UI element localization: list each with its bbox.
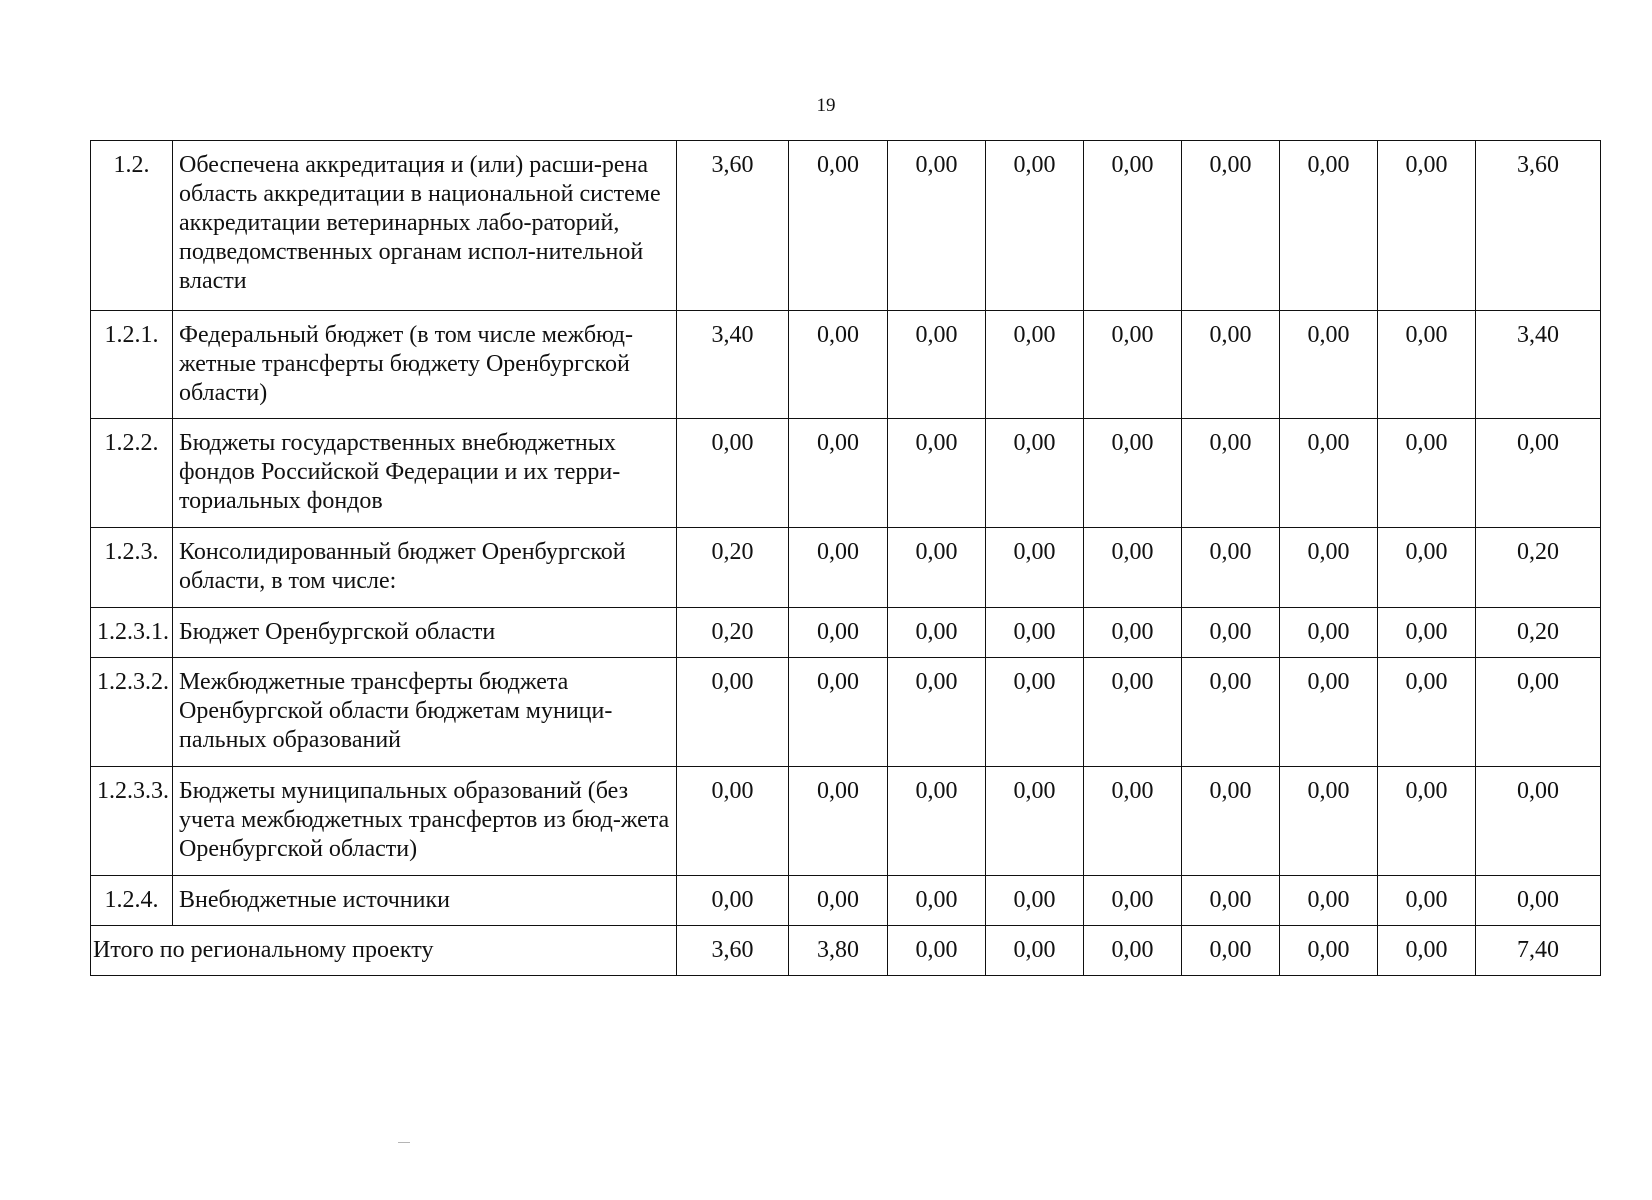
row-value: 0,20 — [1476, 608, 1601, 658]
row-label: Бюджеты государственных внебюджетных фондов Российской Федерации и их терри-ториальных фондов — [173, 419, 677, 528]
row-label: Бюджеты муниципальных образований (без учета межбюджетных трансфертов из бюд-жета Оренбургской области) — [173, 767, 677, 876]
row-value: 0,20 — [677, 608, 789, 658]
row-value: 0,00 — [1280, 311, 1378, 419]
row-value: 0,00 — [1476, 767, 1601, 876]
row-value: 0,00 — [1182, 311, 1280, 419]
row-value: 0,00 — [986, 876, 1084, 926]
row-value: 0,00 — [789, 608, 888, 658]
total-value: 0,00 — [1378, 926, 1476, 976]
row-value: 0,00 — [1280, 528, 1378, 608]
row-value: 0,00 — [1280, 658, 1378, 767]
row-label: Межбюджетные трансферты бюджета Оренбургской области бюджетам муници-пальных образований — [173, 658, 677, 767]
table-row — [91, 528, 1601, 608]
row-value: 0,00 — [1378, 658, 1476, 767]
row-value: 0,00 — [789, 876, 888, 926]
row-value: 0,00 — [1182, 658, 1280, 767]
table-row — [91, 658, 1601, 767]
total-label: Итого по региональному проекту — [91, 926, 677, 976]
row-value: 0,00 — [888, 419, 986, 528]
row-value: 0,00 — [1378, 419, 1476, 528]
row-value: 0,00 — [888, 767, 986, 876]
row-value: 0,00 — [1182, 419, 1280, 528]
row-value: 0,00 — [1378, 141, 1476, 311]
scan-artifact — [398, 1142, 410, 1143]
row-value: 0,00 — [677, 767, 789, 876]
row-value: 0,20 — [677, 528, 789, 608]
row-value: 0,00 — [1476, 658, 1601, 767]
row-value: 0,00 — [986, 528, 1084, 608]
total-value: 3,80 — [789, 926, 888, 976]
row-value: 0,00 — [1378, 311, 1476, 419]
row-value: 0,00 — [1084, 141, 1182, 311]
total-row — [91, 926, 1601, 976]
row-value: 0,00 — [888, 608, 986, 658]
row-value: 0,00 — [1280, 876, 1378, 926]
row-value: 0,00 — [1280, 608, 1378, 658]
row-value: 0,00 — [1280, 141, 1378, 311]
row-value: 0,00 — [789, 141, 888, 311]
total-value: 3,60 — [677, 926, 789, 976]
row-value: 0,00 — [1182, 141, 1280, 311]
table-row — [91, 876, 1601, 926]
row-value: 0,00 — [1084, 311, 1182, 419]
row-value: 0,00 — [1476, 876, 1601, 926]
row-value: 0,00 — [789, 311, 888, 419]
budget-table — [90, 140, 1601, 976]
table-body — [91, 141, 1601, 976]
row-value: 0,00 — [986, 658, 1084, 767]
table-row — [91, 608, 1601, 658]
total-value: 0,00 — [986, 926, 1084, 976]
row-value: 0,00 — [1182, 528, 1280, 608]
row-value: 0,00 — [1378, 608, 1476, 658]
row-value: 0,00 — [1182, 767, 1280, 876]
table-row — [91, 141, 1601, 311]
row-code: 1.2.3.3. — [91, 767, 173, 876]
row-label: Бюджет Оренбургской области — [173, 608, 677, 658]
row-code: 1.2.3. — [91, 528, 173, 608]
row-value: 3,60 — [677, 141, 789, 311]
row-label: Внебюджетные источники — [173, 876, 677, 926]
row-code: 1.2.3.2. — [91, 658, 173, 767]
row-value: 0,00 — [789, 419, 888, 528]
row-value: 0,00 — [1084, 419, 1182, 528]
row-value: 0,00 — [986, 141, 1084, 311]
row-value: 0,00 — [789, 528, 888, 608]
row-label: Федеральный бюджет (в том числе межбюд-жетные трансферты бюджету Оренбургской области) — [173, 311, 677, 419]
row-value: 0,00 — [888, 876, 986, 926]
row-value: 0,00 — [986, 608, 1084, 658]
row-value: 0,00 — [1476, 419, 1601, 528]
row-value: 0,00 — [1182, 608, 1280, 658]
row-value: 0,00 — [986, 311, 1084, 419]
row-value: 0,00 — [1084, 658, 1182, 767]
row-code: 1.2.4. — [91, 876, 173, 926]
row-value: 0,00 — [888, 528, 986, 608]
row-value: 0,00 — [1378, 767, 1476, 876]
total-value: 7,40 — [1476, 926, 1601, 976]
page-number: 19 — [816, 95, 836, 116]
total-value: 0,00 — [888, 926, 986, 976]
row-value: 0,00 — [1084, 608, 1182, 658]
row-value: 0,00 — [986, 767, 1084, 876]
total-value: 0,00 — [1280, 926, 1378, 976]
row-value: 0,00 — [888, 311, 986, 419]
row-code: 1.2. — [91, 141, 173, 311]
row-value: 0,20 — [1476, 528, 1601, 608]
row-value: 0,00 — [1084, 528, 1182, 608]
table-row — [91, 419, 1601, 528]
row-value: 0,00 — [1378, 528, 1476, 608]
row-value: 0,00 — [677, 876, 789, 926]
row-value: 0,00 — [1280, 419, 1378, 528]
row-label: Консолидированный бюджет Оренбургской области, в том числе: — [173, 528, 677, 608]
row-value: 0,00 — [1280, 767, 1378, 876]
row-value: 0,00 — [789, 658, 888, 767]
row-value: 0,00 — [1182, 876, 1280, 926]
row-code: 1.2.3.1. — [91, 608, 173, 658]
row-value: 0,00 — [888, 141, 986, 311]
row-value: 3,40 — [1476, 311, 1601, 419]
row-value: 3,60 — [1476, 141, 1601, 311]
row-code: 1.2.2. — [91, 419, 173, 528]
total-value: 0,00 — [1182, 926, 1280, 976]
row-value: 0,00 — [677, 658, 789, 767]
row-code: 1.2.1. — [91, 311, 173, 419]
table-row — [91, 767, 1601, 876]
total-value: 0,00 — [1084, 926, 1182, 976]
table-row — [91, 311, 1601, 419]
row-value: 0,00 — [1084, 767, 1182, 876]
row-value: 0,00 — [789, 767, 888, 876]
row-value: 0,00 — [677, 419, 789, 528]
row-value: 3,40 — [677, 311, 789, 419]
row-label: Обеспечена аккредитация и (или) расши-рена область аккредитации в национальной системе аккредитации ветеринарных лабо-раторий, подведомственных органам испол-нительной власти — [173, 141, 677, 311]
row-value: 0,00 — [1084, 876, 1182, 926]
row-value: 0,00 — [888, 658, 986, 767]
row-value: 0,00 — [1378, 876, 1476, 926]
row-value: 0,00 — [986, 419, 1084, 528]
